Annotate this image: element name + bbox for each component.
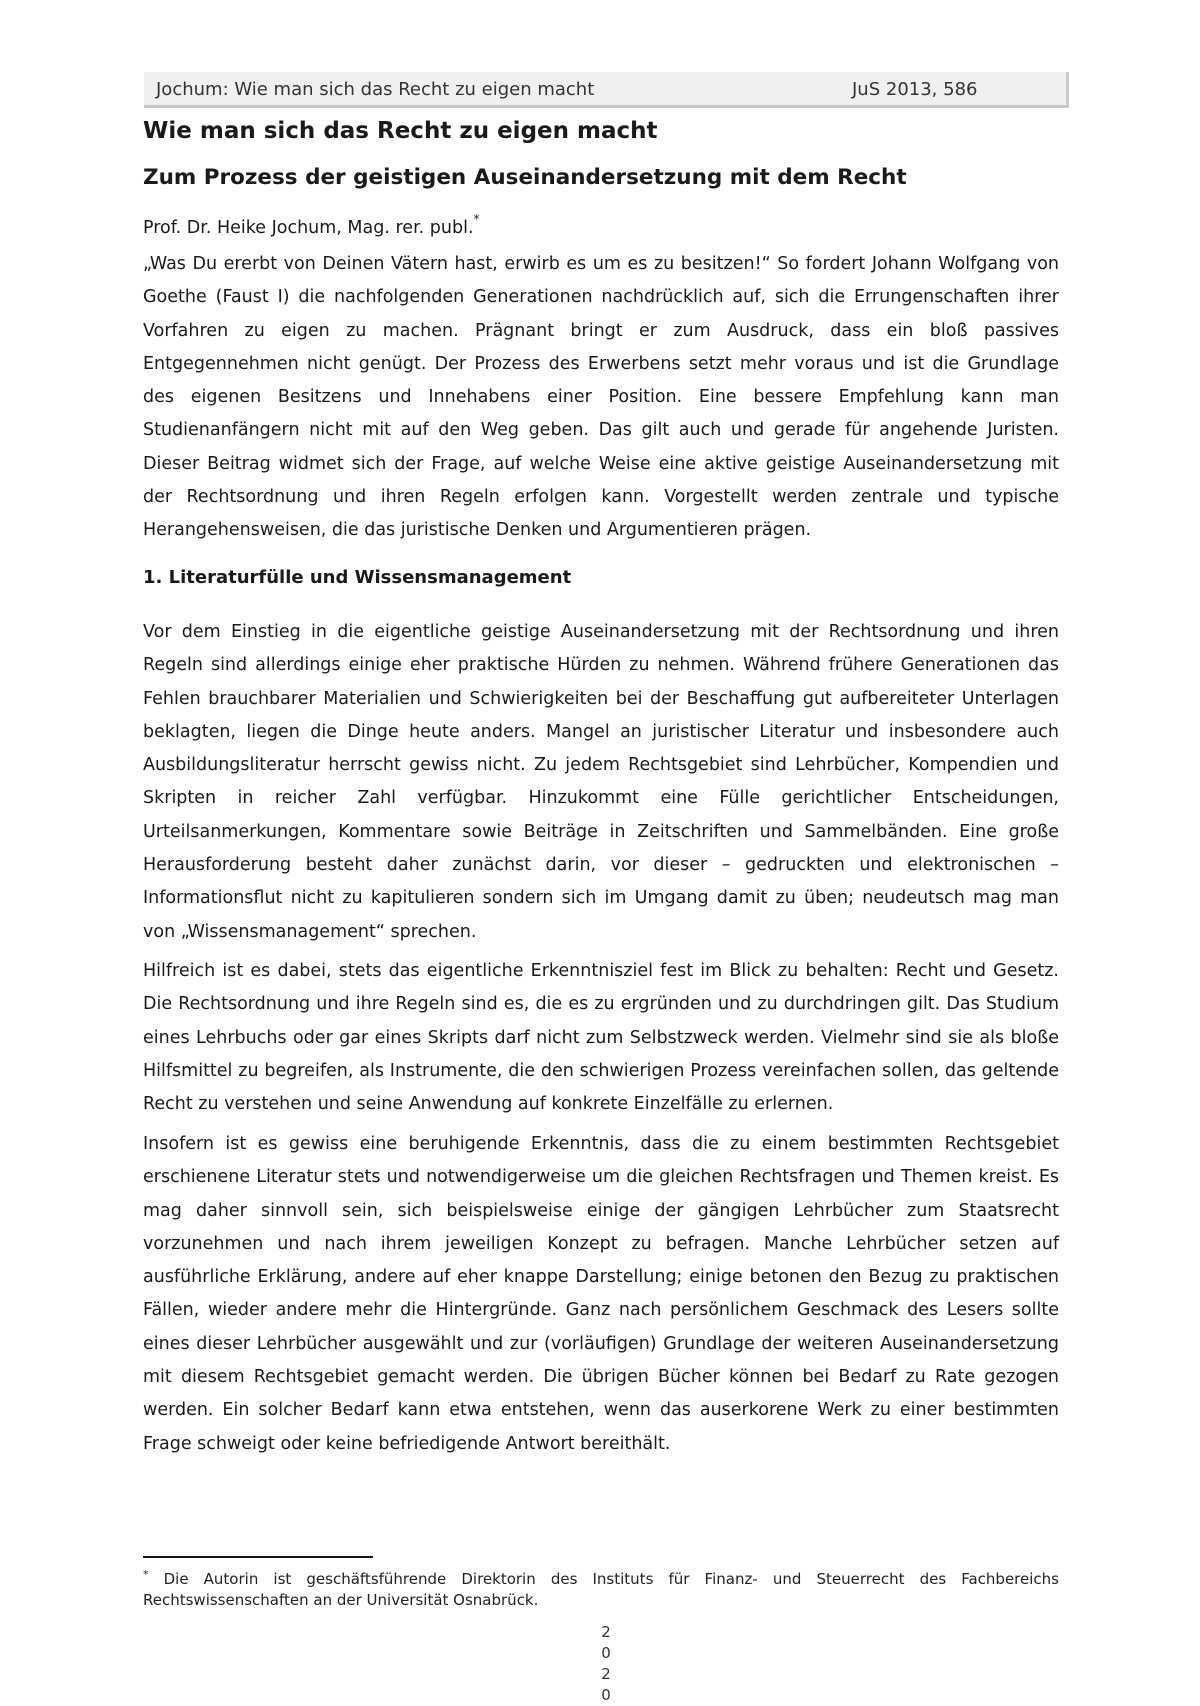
intro-paragraph: „Was Du ererbt von Deinen Vätern hast, erwirb es um es zu besitzen!“ So fordert Johann Wolfgang von Goethe (Faust I) die nachfolgenden Generationen nachdrücklich auf, sich die Errungenschaften ihrer Vorfahren zu eigen zu machen. Prägnant bringt er zum Ausdruck, dass ein bloß passives Entgegennehmen nicht genügt. Der Prozess des Erwerbens setzt mehr voraus und ist die Grundlage des eigenen Besitzens und Innehabens einer Position. Eine bessere Empfehlung kann man Studienanfängern nicht mit auf den Weg geben. Das gilt auch und gerade für angehende Juristen. Dieser Beitrag widmet sich der Frage, auf welche Weise eine aktive geistige Auseinandersetzung mit der Rechtsordnung und ihren Regeln erfolgen kann. Vorgestellt werden zentrale und typische Herangehensweisen, die das juristische Denken und Argumentieren prägen. <box>143 254 1059 541</box>
body-paragraph: Vor dem Einstieg in die eigentliche geistige Auseinandersetzung mit der Rechtsordnung und ihren Regeln sind allerdings einige eher praktische Hürden zu nehmen. Während frühere Generationen das Fehlen brauchbarer Materialien und Schwierigkeiten bei der Beschaffung gut aufbereiteter Unterlagen beklagten, liegen die Dinge heute anders. Mangel an juristischer Literatur und insbesondere auch Ausbildungsliteratur herrscht gewiss nicht. Zu jedem Rechtsgebiet sind Lehrbücher, Kompendien und Skripten in reicher Zahl verfügbar. Hinzukommt eine Fülle gerichtlicher Entscheidungen, Urteilsanmerkungen, Kommentare sowie Beiträge in Zeitschriften und Sammelbänden. Eine große Herausforderung besteht daher zunächst darin, vor dieser – gedruckten und elektronischen – Informationsflut nicht zu kapitulieren sondern sich im Umgang damit zu üben; neudeutsch mag man von „Wissensmanagement“ sprechen. <box>143 622 1059 942</box>
page-number-digit: 2 <box>601 1623 611 1641</box>
footnote-divider <box>143 1556 373 1558</box>
footnote <box>143 1564 1059 1611</box>
article-title: Wie man sich das Recht zu eigen macht <box>143 118 658 144</box>
page-number <box>598 1622 614 1706</box>
body-paragraph: Hilfreich ist es dabei, stets das eigentliche Erkenntnisziel fest im Blick zu behalten: Recht und Gesetz. Die Rechtsordnung und ihre Regeln sind es, die es zu ergründen und zu durchdringen gilt. Das Studium eines Lehrbuchs oder gar eines Skripts darf nicht zum Selbstzweck werden. Vielmehr sind sie als bloße Hilfsmittel zu begreifen, als Instrumente, die den schwierigen Prozess vereinfachen sollen, das geltende Recht zu verstehen und seine Anwendung auf konkrete Einzelfälle zu erlernen. <box>143 961 1059 1115</box>
footnote-text: Die Autorin ist geschäftsführende Direktorin des Instituts für Finanz- und Steuerrecht des Fachbereichs Rechtswissenschaften an der Universität Osnabrück. <box>143 1570 1059 1609</box>
page-number-digit: 0 <box>601 1686 611 1704</box>
author-name: Prof. Dr. Heike Jochum, Mag. rer. publ. <box>143 218 474 238</box>
footnote-mark: * <box>143 1568 149 1581</box>
page-number-digit: 0 <box>601 1644 611 1662</box>
section-heading: 1. Literaturfülle und Wissensmanagement <box>143 567 572 588</box>
running-header <box>144 72 1069 108</box>
author-footnote-mark[interactable]: * <box>473 212 480 226</box>
header-citation: JuS 2013, 586 <box>852 79 978 100</box>
body-paragraph: Insofern ist es gewiss eine beruhigende Erkenntnis, dass die zu einem bestimmten Rechtsgebiet erschienene Literatur stets und notwendigerweise um die gleichen Rechtsfragen und Themen kreist. Es mag daher sinnvoll sein, sich beispielsweise einige der gängigen Lehrbücher zum Staatsrecht vorzunehmen und nach ihrem jeweiligen Konzept zu befragen. Manche Lehrbücher setzen auf ausführliche Erklärung, andere auf eher knappe Darstellung; einige betonen den Bezug zu praktischen Fällen, wieder andere mehr die Hintergründe. Ganz nach persönlichem Geschmack des Lesers sollte eines dieser Lehrbücher ausgewählt und zur (vorläufigen) Grundlage der weiteren Auseinandersetzung mit diesem Rechtsgebiet gemacht werden. Die übrigen Bücher können bei Bedarf zu Rate gezogen werden. Ein solcher Bedarf kann etwa entstehen, wenn das auserkorene Werk zu einer bestimmten Frage schweigt oder keine befriedigende Antwort bereithält. <box>143 1134 1059 1454</box>
author-line <box>143 212 480 238</box>
page-number-digit: 2 <box>601 1665 611 1683</box>
header-author-title: Jochum: Wie man sich das Recht zu eigen macht <box>156 79 595 100</box>
article-subtitle: Zum Prozess der geistigen Auseinandersetzung mit dem Recht <box>143 165 907 190</box>
